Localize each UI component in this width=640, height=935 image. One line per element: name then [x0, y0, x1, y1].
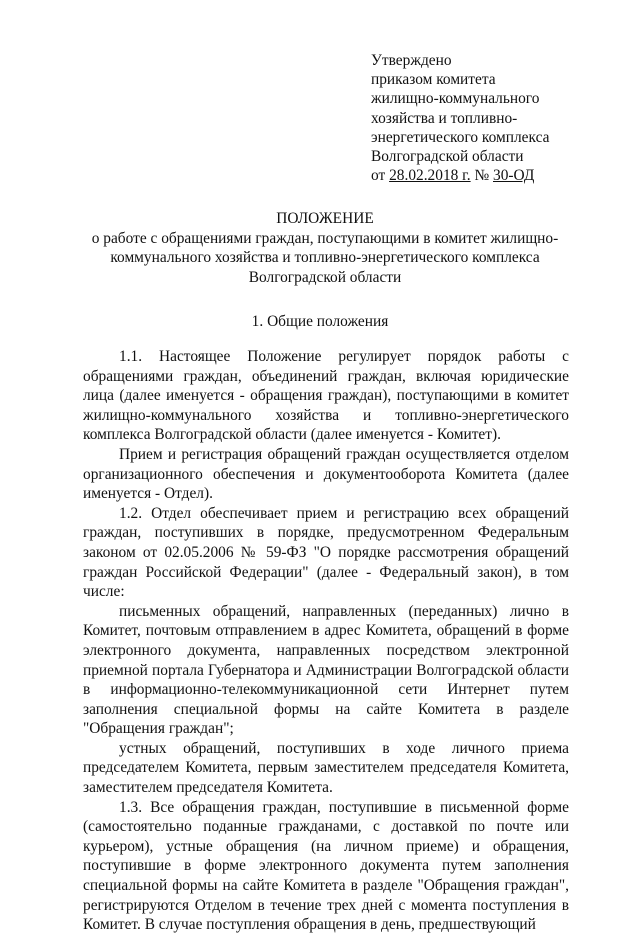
paragraph: 1.1. Настоящее Положение регулирует порядок работы с обращениями граждан, объединений граждан, включая юридические лица (далее именуется - обращения граждан), поступающими в комитет жилищно-коммунального хозяйства и топливно-энергетического комплекса Волгоградской области (далее именуется - Комитет).: [83, 348, 569, 444]
document-body: [83, 347, 569, 935]
document-subtitle-line: коммунального хозяйства и топливно-энергетического комплекса: [110, 249, 540, 267]
paragraph: письменных обращений, направленных (переданных) лично в Комитет, почтовым отправлением в адрес Комитета, обращений в форме электронного документа, направленных посредством электронной приемной портала Губернатора и Администрации Волгоградской области в информационно-телекоммуникационной сети Интернет путем заполнения специальной формы на сайте Комитета в разделе "Обращения граждан";: [83, 602, 569, 738]
approval-date-line: [371, 166, 611, 185]
approval-date: 28.02.2018 г.: [389, 167, 471, 185]
approval-line: жилищно-коммунального: [371, 90, 540, 108]
document-subtitle-line: о работе с обращениями граждан, поступающими в комитет жилищно-: [91, 229, 559, 247]
document-title: ПОЛОЖЕНИЕ: [276, 210, 374, 227]
approval-stamp: [371, 51, 611, 185]
approval-line: Утверждено: [371, 52, 452, 69]
approval-line: Волгоградской области: [371, 148, 524, 166]
document-subtitle-line: Волгоградской области: [248, 268, 402, 286]
paragraph: устных обращений, поступивших в ходе личного приема председателем Комитета, первым заместителем председателя Комитета, заместителем председателя Комитета.: [83, 739, 569, 797]
paragraph: 1.3. Все обращения граждан, поступившие в письменной форме (самостоятельно поданные гражданами, с доставкой по почте или курьером), устные обращения (на личном приеме) и обращения, поступившие в форме электронного документа путем заполнения специальной формы на сайте Комитета в разделе "Обращения граждан", регистрируются Отделом в течение трех дней с момента поступления в Комитет. В случае поступления обращения в день, предшествующий: [83, 798, 569, 934]
approval-line: энергетического комплекса: [371, 128, 550, 146]
paragraph: 1.2. Отдел обеспечивает прием и регистрацию всех обращений граждан, поступивших в порядке, предусмотренном Федеральным законом от 02.05.2006 № 59-ФЗ "О порядке рассмотрения обращений граждан Российской Федерации" (далее - Федеральный закон), в том числе:: [83, 504, 569, 601]
paragraph: Прием и регистрация обращений граждан осуществляется отделом организационного обеспечения и документооборота Комитета (далее именуется - Отдел).: [83, 445, 569, 503]
number-prefix: №: [470, 167, 493, 185]
section-heading: 1. Общие положения: [251, 313, 389, 330]
approval-line: приказом комитета: [371, 71, 496, 89]
approval-number: 30-ОД: [493, 167, 535, 185]
document-title-block: [70, 209, 580, 287]
approval-line: хозяйства и топливно-: [371, 109, 518, 127]
date-prefix: от: [371, 167, 390, 185]
